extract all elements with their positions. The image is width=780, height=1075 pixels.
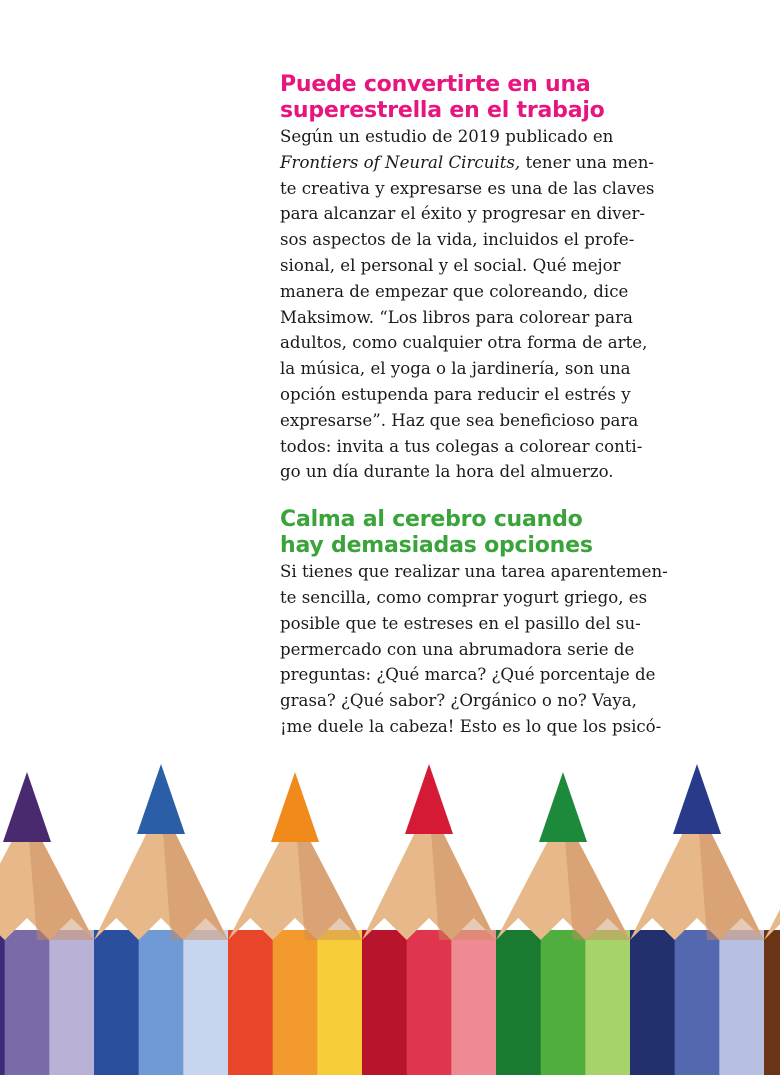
text-segment: te sencilla, como comprar yogurt griego, es <box>280 587 648 607</box>
body-line <box>280 201 720 227</box>
body-line <box>280 382 720 408</box>
section-body <box>280 559 720 740</box>
text-segment: todos: invita a tus colegas a colorear conti- <box>280 436 643 456</box>
body-line <box>280 688 720 714</box>
body-line <box>280 559 720 585</box>
body-line <box>280 124 720 150</box>
text-segment: ¡me duele la cabeza! Esto es lo que los psicó- <box>280 716 662 736</box>
body-line <box>280 408 720 434</box>
text-segment: Si tienes que realizar una tarea aparentemen- <box>280 562 668 582</box>
body-line <box>280 585 720 611</box>
text-segment: para alcanzar el éxito y progresar en diver- <box>280 204 645 224</box>
pencil-green <box>496 772 631 1075</box>
body-line <box>280 279 720 305</box>
pencil-purple <box>0 772 95 1075</box>
heading-line: superestrella en el trabajo <box>280 98 605 123</box>
text-segment: posible que te estreses en el pasillo del su- <box>280 613 641 633</box>
body-line <box>280 434 720 460</box>
heading-line: Calma al cerebro cuando <box>280 507 583 533</box>
text-segment: sos aspectos de la vida, incluidos el profe- <box>280 230 635 250</box>
body-line <box>280 253 720 279</box>
text-segment: Según un estudio de 2019 publicado en <box>280 127 614 146</box>
text-segment: te creativa y expresarse es una de las claves <box>280 178 655 198</box>
section-body <box>280 124 720 485</box>
body-line <box>280 662 720 688</box>
section-superstar <box>280 72 720 485</box>
text-segment: la música, el yoga o la jardinería, son una <box>280 359 631 379</box>
heading-line: Puede convertirte en una <box>280 72 591 97</box>
body-line <box>280 611 720 637</box>
body-line <box>280 459 720 485</box>
text-segment: manera de empezar que coloreando, dice <box>280 281 629 301</box>
text-segment: grasa? ¿Qué sabor? ¿Orgánico o no? Vaya, <box>280 691 637 711</box>
heading-line: hay demasiadas opciones <box>280 533 593 559</box>
body-line <box>280 356 720 382</box>
text-segment: Maksimow. “Los libros para colorear para <box>280 307 633 327</box>
text-segment: tener una men- <box>520 152 655 172</box>
colored-pencils-illustration <box>0 760 780 1075</box>
body-line <box>280 176 720 202</box>
article-column <box>280 72 720 740</box>
body-line <box>280 714 720 740</box>
pencil-brown <box>764 772 780 1075</box>
body-line <box>280 305 720 331</box>
pencil-blue <box>94 764 229 1075</box>
body-line <box>280 150 720 176</box>
section-heading <box>280 507 720 559</box>
body-line <box>280 227 720 253</box>
text-segment: opción estupenda para reducir el estrés y <box>280 384 631 404</box>
italic-citation: Frontiers of Neural Circuits, <box>280 152 521 172</box>
text-segment: permercado con una abrumadora serie de <box>280 639 635 659</box>
body-line <box>280 637 720 663</box>
text-segment: preguntas: ¿Qué marca? ¿Qué porcentaje de <box>280 665 656 685</box>
text-segment: sional, el personal y el social. Qué mejor <box>280 255 621 275</box>
pencil-orange <box>228 772 363 1075</box>
pencil-red <box>362 764 497 1075</box>
body-line <box>280 330 720 356</box>
section-heading <box>280 72 720 124</box>
pencil-navy <box>630 764 765 1075</box>
text-segment: go un día durante la hora del almuerzo. <box>280 462 614 482</box>
text-segment: expresarse”. Haz que sea beneficioso para <box>280 410 639 430</box>
section-calm-brain <box>280 507 720 740</box>
text-segment: adultos, como cualquier otra forma de arte, <box>280 333 648 353</box>
